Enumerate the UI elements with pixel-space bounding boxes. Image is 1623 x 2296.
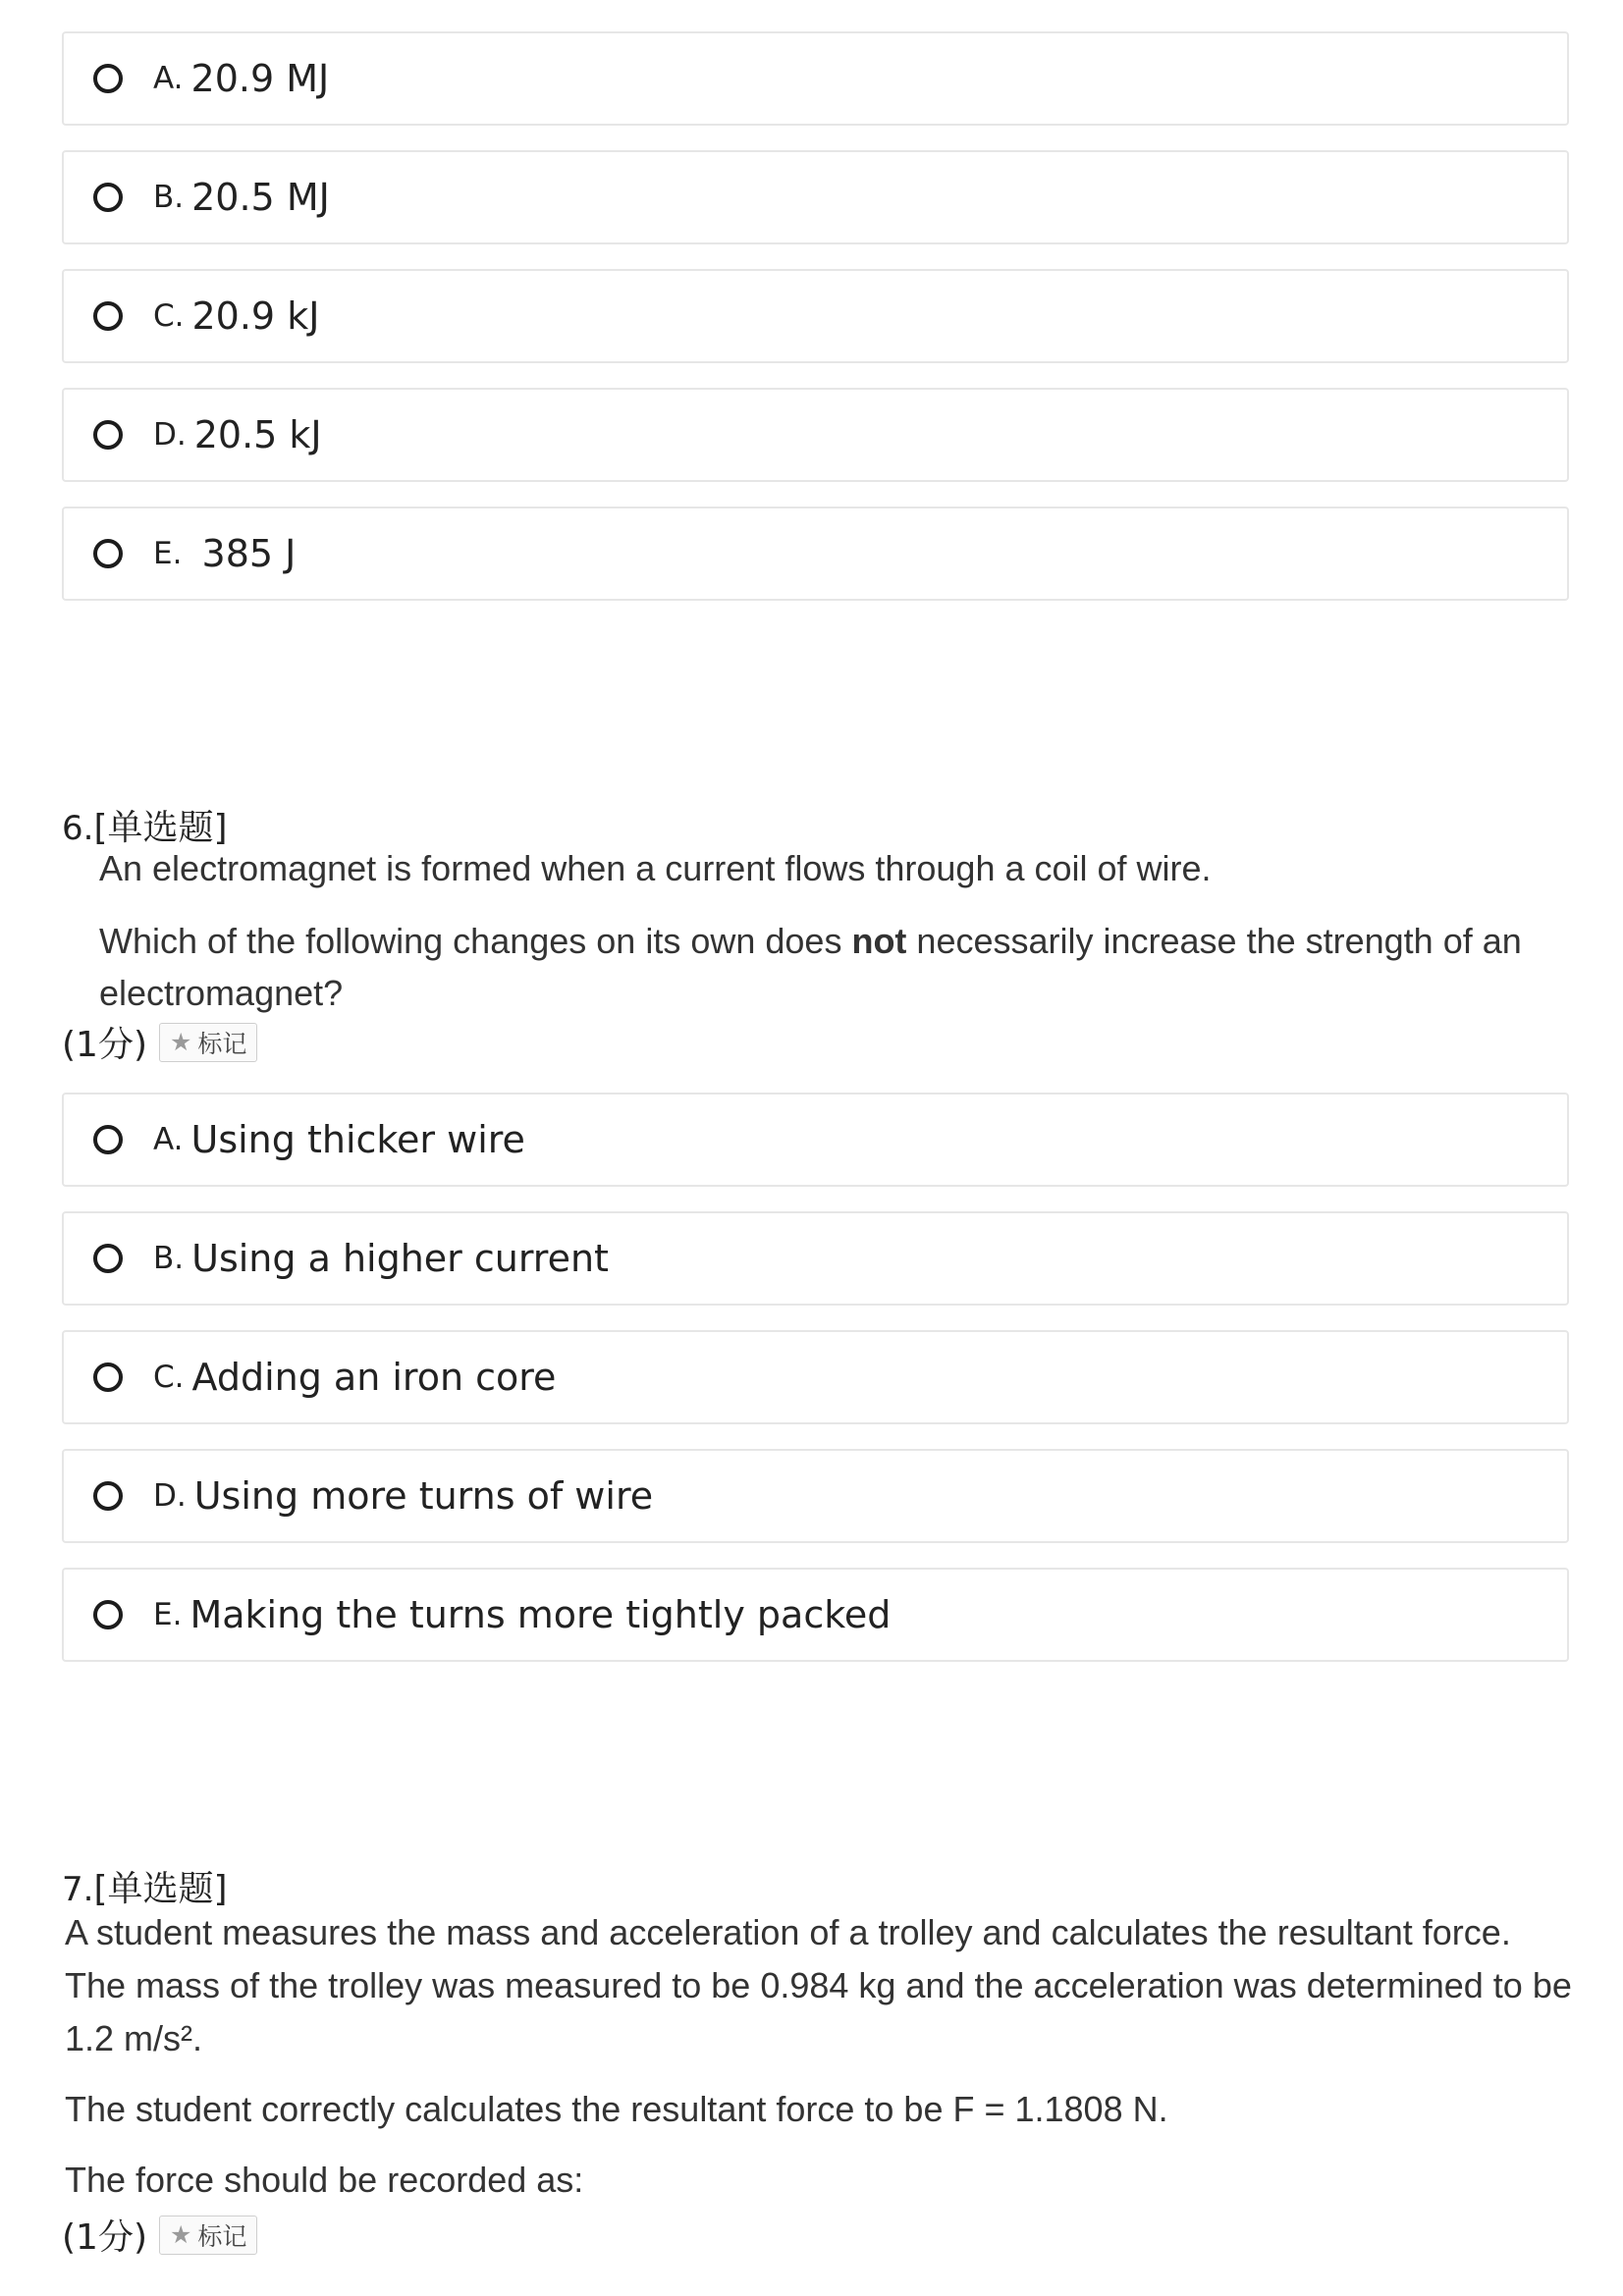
star-icon: ★ — [170, 1028, 192, 1056]
option-text: 20.5 kJ — [193, 413, 322, 456]
option-letter: D. — [153, 1478, 187, 1514]
option-letter: C. — [153, 298, 185, 334]
q6-option-a[interactable] — [62, 1093, 1569, 1187]
option-text: Making the turns more tightly packed — [189, 1593, 892, 1636]
question-6-text — [99, 842, 1572, 1019]
question-7-header — [62, 1869, 228, 1909]
question-text-part: necessarily increase the strength of an electromagnet? — [99, 921, 1522, 1013]
option-text: 385 J — [189, 532, 297, 575]
q5-option-e[interactable] — [62, 507, 1569, 601]
q5-option-c[interactable] — [62, 269, 1569, 363]
option-letter: A. — [153, 61, 184, 96]
question-type: [单选题] — [93, 808, 228, 848]
question-number: 7. — [62, 1870, 94, 1909]
question-paragraph — [99, 915, 1572, 1019]
option-letter: B. — [153, 180, 185, 215]
option-text: Adding an iron core — [191, 1356, 557, 1399]
radio-button[interactable] — [93, 1125, 123, 1154]
option-letter: E. — [153, 1597, 183, 1632]
question-7-text — [65, 1906, 1572, 2207]
radio-button[interactable] — [93, 539, 123, 568]
option-text: 20.9 kJ — [191, 294, 320, 338]
question-text-emphasis: not — [851, 921, 907, 961]
q5-option-a[interactable] — [62, 31, 1569, 126]
question-type: [单选题] — [93, 1869, 228, 1909]
radio-button[interactable] — [93, 1362, 123, 1392]
q5-option-b[interactable] — [62, 150, 1569, 244]
q6-option-c[interactable] — [62, 1330, 1569, 1424]
star-icon: ★ — [170, 2220, 192, 2249]
option-text: Using more turns of wire — [193, 1474, 654, 1518]
radio-button[interactable] — [93, 183, 123, 212]
option-letter: D. — [153, 417, 187, 453]
option-letter: C. — [153, 1360, 185, 1395]
option-text: Using thicker wire — [190, 1118, 525, 1161]
option-text: 20.9 MJ — [190, 57, 330, 100]
score-label: (1分) — [62, 2217, 147, 2258]
question-text-part: Which of the following changes on its own does — [99, 921, 852, 961]
radio-button[interactable] — [93, 1600, 123, 1629]
option-letter: E. — [153, 536, 183, 571]
mark-button[interactable] — [159, 1023, 257, 1062]
option-text: Using a higher current — [191, 1237, 609, 1280]
question-6-header — [62, 808, 228, 848]
radio-button[interactable] — [93, 301, 123, 331]
question-paragraph: An electromagnet is formed when a current flows through a coil of wire. — [99, 848, 1212, 888]
score-label: (1分) — [62, 1025, 147, 1065]
question-paragraph: The force should be recorded as: — [65, 2160, 584, 2200]
mark-button[interactable] — [159, 2216, 257, 2255]
radio-button[interactable] — [93, 420, 123, 450]
q5-option-d[interactable] — [62, 388, 1569, 482]
question-number: 6. — [62, 809, 94, 848]
question-6-score-row — [62, 1017, 257, 1067]
mark-label: 标记 — [197, 2221, 247, 2251]
mark-label: 标记 — [197, 1029, 247, 1058]
q6-option-e[interactable] — [62, 1568, 1569, 1662]
option-text: 20.5 MJ — [191, 176, 330, 219]
radio-button[interactable] — [93, 64, 123, 93]
option-letter: A. — [153, 1122, 184, 1157]
q6-option-d[interactable] — [62, 1449, 1569, 1543]
question-paragraph: A student measures the mass and acceleration of a trolley and calculates the resultant force. The mass of the trolley was measured to be 0.984 kg and the acceleration was determined to be 1.2 m/s². — [65, 1912, 1572, 2058]
option-letter: B. — [153, 1241, 185, 1276]
q6-option-b[interactable] — [62, 1211, 1569, 1306]
radio-button[interactable] — [93, 1481, 123, 1511]
radio-button[interactable] — [93, 1244, 123, 1273]
question-7-score-row — [62, 2210, 257, 2260]
question-paragraph: The student correctly calculates the resultant force to be F = 1.1808 N. — [65, 2089, 1168, 2129]
